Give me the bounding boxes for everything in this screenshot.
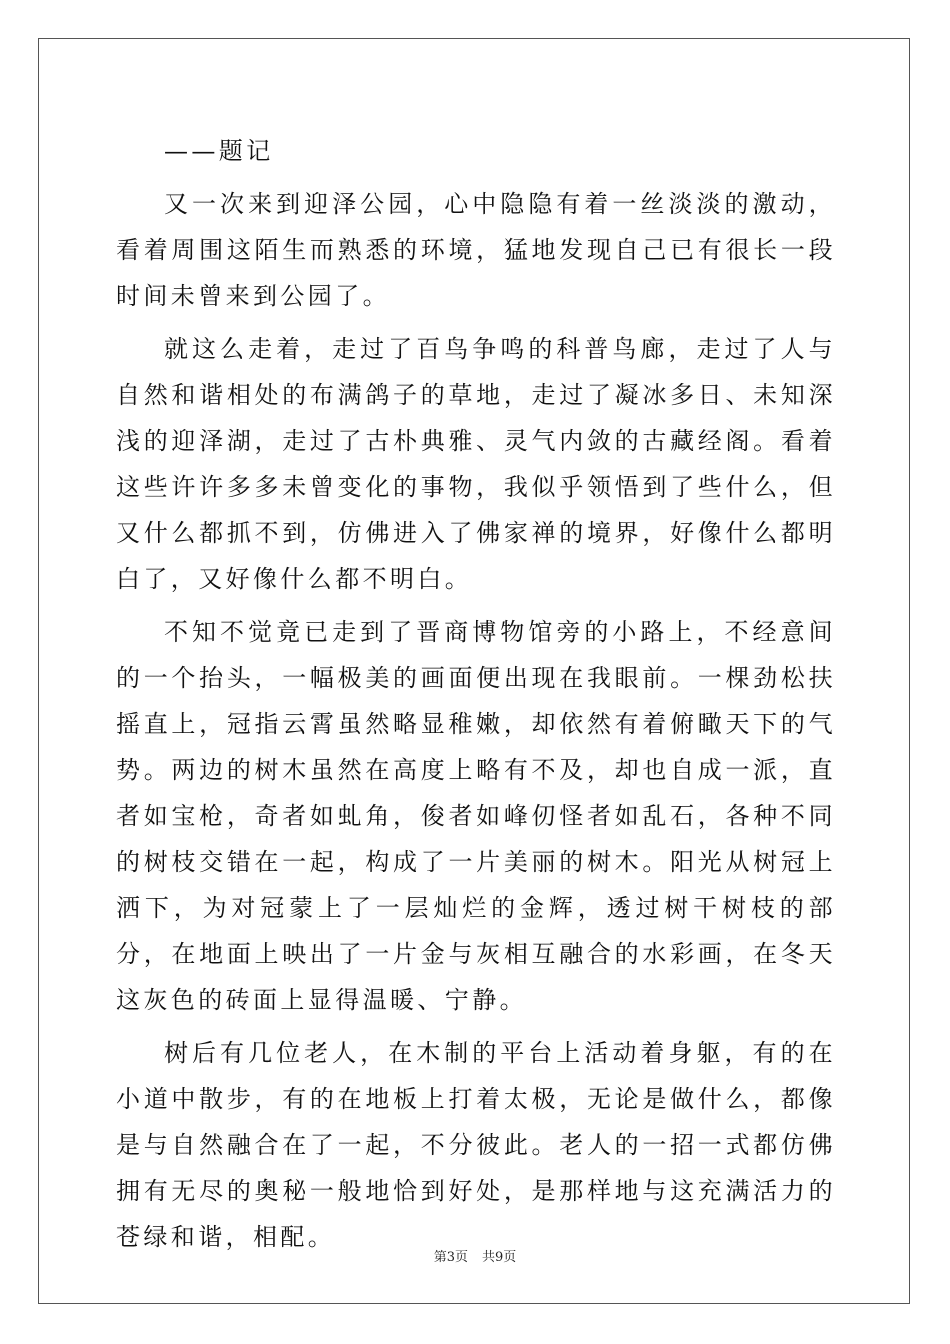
page-total: 共9页 [482,1250,517,1265]
paragraph-3: 不知不觉竟已走到了晋商博物馆旁的小路上，不经意间的一个抬头，一幅极美的画面便出现在我眼前。一棵劲松扶摇直上，冠指云霄虽然略显稚嫩，却依然有着俯瞰天下的气势。两边的树木虽然在高度上略有不及，却也自成一派，直者如宝枪，奇者如虬角，俊者如峰仞怪者如乱石，各种不同的树枝交错在一起，构成了一片美丽的树木。阳光从树冠上洒下，为对冠蒙上了一层灿烂的金辉，透过树干树枝的部分，在地面上映出了一片金与灰相互融合的水彩画，在冬天这灰色的砖面上显得温暖、宁静。 [116,618,836,1014]
epigraph-attribution: ——题记 [164,137,274,165]
document-body [116,128,836,1267]
page-number: 第3页 [433,1250,468,1265]
paragraph-2: 就这么走着，走过了百鸟争鸣的科普鸟廊，走过了人与自然和谐相处的布满鸽子的草地，走过了凝冰多日、未知深浅的迎泽湖，走过了古朴典雅、灵气内敛的古藏经阁。看着这些许许多多未曾变化的事物，我似乎领悟到了些什么，但又什么都抓不到，仿佛进入了佛家禅的境界，好像什么都明白了，又好像什么都不明白。 [116,335,836,593]
paragraph-1: 又一次来到迎泽公园，心中隐隐有着一丝淡淡的激动，看着周围这陌生而熟悉的环境，猛地发现自己已有很长一段时间未曾来到公园了。 [116,190,836,310]
page-footer [0,1246,950,1265]
paragraph-4: 树后有几位老人，在木制的平台上活动着身躯，有的在小道中散步，有的在地板上打着太极，无论是做什么，都像是与自然融合在了一起，不分彼此。老人的一招一式都仿佛拥有无尽的奥秘一般地恰到好处，是那样地与这充满活力的苍绿和谐，相配。 [116,1039,836,1251]
